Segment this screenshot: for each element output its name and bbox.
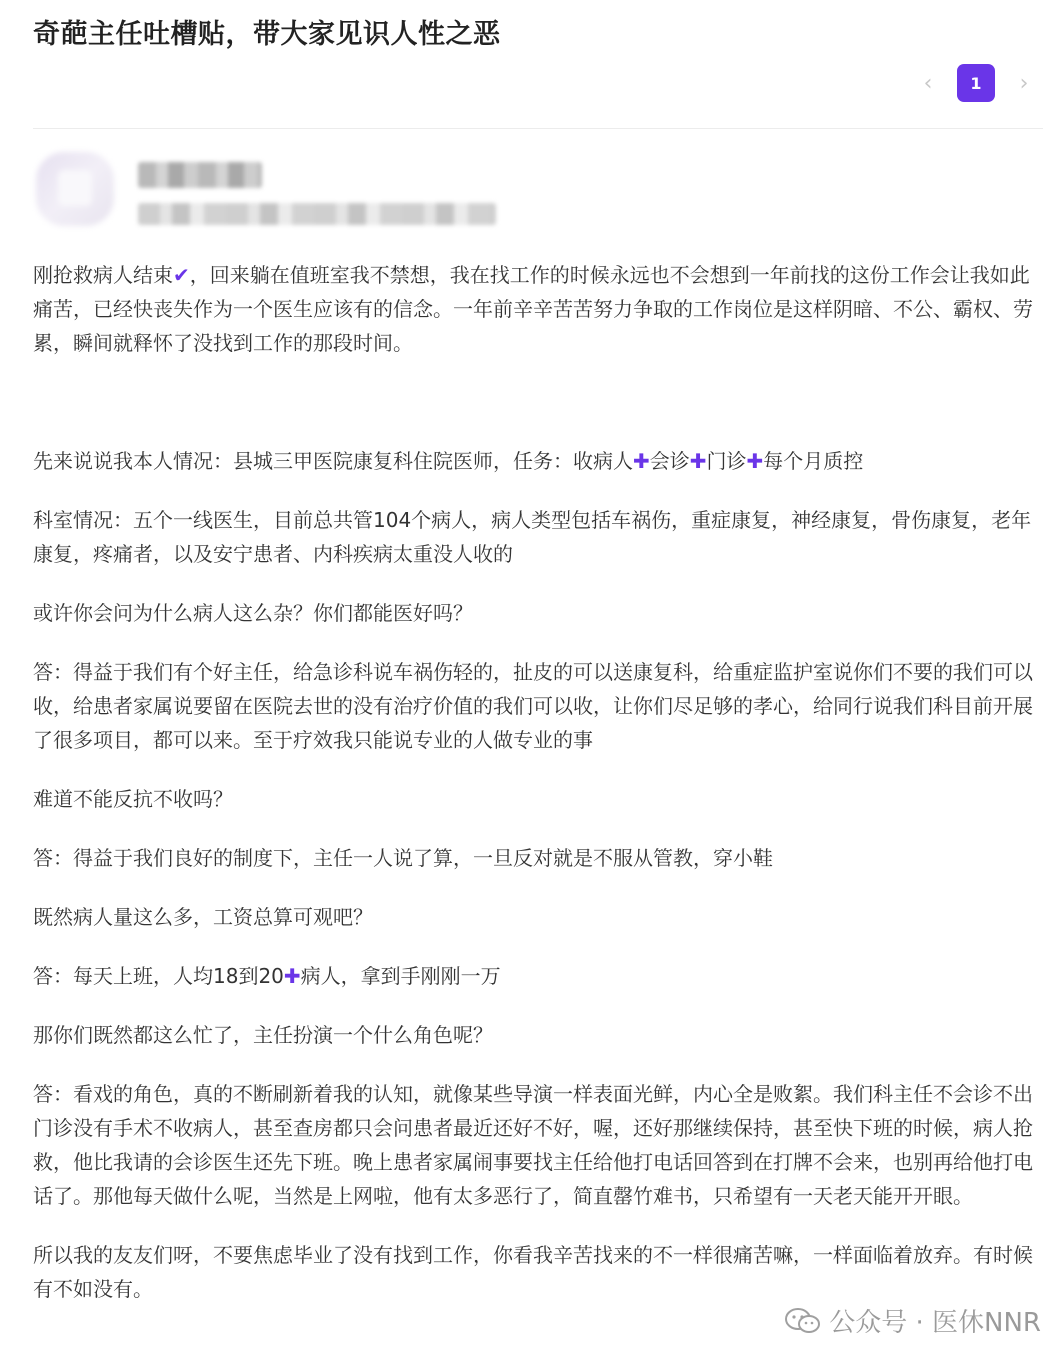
page-1-button[interactable]: 1 <box>957 64 995 102</box>
paragraph: 答：看戏的角色，真的不断刷新着我的认知，就像某些导演一样表面光鲜，内心全是败絮。我们科主任不会诊不出门诊没有手术不收病人，甚至查房都只会问患者最近还好不好，喔，还好那继续保持，甚至快下班的时候，病人抢救，他比我请的会诊医生还先下班。晚上患者家属闹事要找主任给他打电话回答到在打牌不会来，也别再给他打电话了。那他每天做什么呢，当然是上网啦，他有太多恶行了，简直罄竹难书，只希望有一天老天能开开眼。 <box>33 1082 1033 1208</box>
post-title: 奇葩主任吐槽贴，带大家见识人性之恶 <box>33 19 501 50</box>
paragraph: 答：得益于我们有个好主任，给急诊科说车祸伤轻的，扯皮的可以送康复科，给重症监护室说你们不要的我们可以收，给患者家属说要留在医院去世的没有治疗价值的我们可以收，让你们尽足够的孝心，给同行说我们科目前开展了很多项目，都可以来。至于疗效我只能说专业的人做专业的事 <box>33 660 1033 752</box>
author-name-blurred[interactable] <box>138 162 262 188</box>
paragraph: 答：每天上班，人均18到20✚病人，拿到手刚刚一万 <box>33 964 501 988</box>
paragraph: 答：得益于我们良好的制度下，主任一人说了算，一旦反对就是不服从管教，穿小鞋 <box>33 846 773 870</box>
header-divider <box>33 128 1043 129</box>
pagination <box>921 64 1031 102</box>
avatar[interactable] <box>36 152 114 226</box>
paragraph: 刚抢救病人结束✔，回来躺在值班室我不禁想，我在找工作的时候永远也不会想到一年前找的这份工作会让我如此痛苦，已经快丧失作为一个医生应该有的信念。一年前辛辛苦苦努力争取的工作岗位是这样阴暗、不公、霸权、劳累，瞬间就释怀了没找到工作的那段时间。 <box>33 263 1033 355</box>
author-meta-blurred <box>138 203 496 225</box>
wechat-icon <box>785 1307 821 1335</box>
paragraph: 科室情况：五个一线医生，目前总共管104个病人，病人类型包括车祸伤，重症康复，神经康复，骨伤康复，老年康复，疼痛者，以及安宁患者、内科疾病太重没人收的 <box>33 508 1032 566</box>
paragraph: 既然病人量这么多，工资总算可观吧？ <box>33 905 373 929</box>
paragraph: 所以我的友友们呀，不要焦虑毕业了没有找到工作，你看我辛苦找来的不一样很痛苦嘛，一样面临着放弃。有时候有不如没有。 <box>33 1243 1033 1301</box>
watermark <box>785 1302 1041 1339</box>
plus-icon: ✚ <box>283 964 301 988</box>
paragraph: 或许你会问为什么病人这么杂？你们都能医好吗？ <box>33 601 473 625</box>
plus-icon: ✚ <box>746 449 764 473</box>
plus-icon: ✚ <box>633 449 650 473</box>
watermark-text: 公众号 · 医休NNR <box>829 1308 1041 1338</box>
paragraph: 先来说说我本人情况：县城三甲医院康复科住院医师，任务：收病人✚会诊✚门诊✚每个月质控 <box>33 449 864 473</box>
paragraph: 难道不能反抗不收吗？ <box>33 787 233 811</box>
paragraph: 那你们既然都这么忙了，主任扮演一个什么角色呢？ <box>33 1023 493 1047</box>
prev-page-icon[interactable]: ‹ <box>923 70 933 96</box>
next-page-icon[interactable]: › <box>1019 70 1029 96</box>
plus-icon: ✚ <box>689 449 707 473</box>
post-body <box>33 258 1043 1306</box>
check-mark-icon: ✔ <box>173 263 190 287</box>
